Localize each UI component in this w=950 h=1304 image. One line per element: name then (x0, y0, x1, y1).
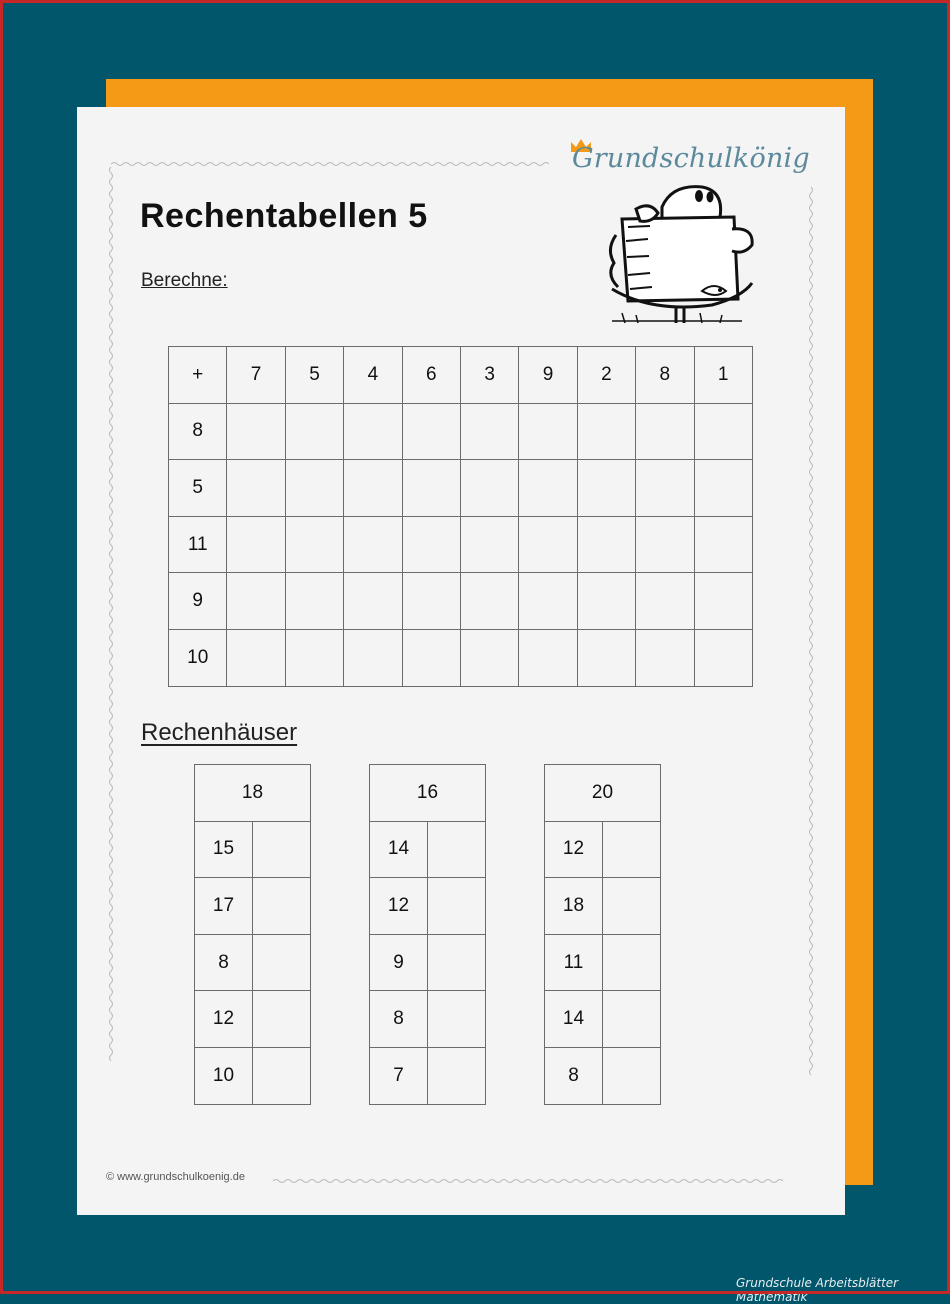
answer-cell[interactable] (460, 403, 518, 460)
house-value: 12 (370, 878, 428, 935)
answer-cell[interactable] (253, 878, 311, 935)
number-house (369, 764, 486, 1105)
section-title-rechenhaeuser: Rechenhäuser (141, 719, 298, 746)
answer-cell[interactable] (460, 573, 518, 630)
answer-cell[interactable] (519, 573, 577, 630)
answer-cell[interactable] (694, 573, 752, 630)
answer-cell[interactable] (344, 403, 402, 460)
answer-cell[interactable] (253, 821, 311, 878)
left-number-cell: 11 (169, 516, 227, 573)
top-number-cell: 7 (227, 347, 285, 404)
instruction-label: Berechne: (141, 270, 228, 291)
answer-cell[interactable] (636, 460, 694, 517)
answer-cell[interactable] (344, 460, 402, 517)
number-house (544, 764, 661, 1105)
answer-cell[interactable] (344, 629, 402, 686)
answer-cell[interactable] (636, 573, 694, 630)
answer-cell[interactable] (428, 1047, 486, 1104)
answer-cell[interactable] (428, 821, 486, 878)
top-number-cell: 6 (402, 347, 460, 404)
answer-cell[interactable] (227, 573, 285, 630)
answer-cell[interactable] (428, 934, 486, 991)
house-value: 14 (370, 821, 428, 878)
answer-cell[interactable] (519, 403, 577, 460)
answer-cell[interactable] (285, 460, 343, 517)
answer-cell[interactable] (285, 573, 343, 630)
house-value: 12 (545, 821, 603, 878)
answer-cell[interactable] (344, 573, 402, 630)
answer-cell[interactable] (227, 516, 285, 573)
table-row (169, 573, 753, 630)
answer-cell[interactable] (603, 991, 661, 1048)
house-value: 8 (370, 991, 428, 1048)
table-header-row (169, 347, 753, 404)
answer-cell[interactable] (694, 460, 752, 517)
answer-cell[interactable] (577, 460, 635, 517)
left-number-cell: 9 (169, 573, 227, 630)
answer-cell[interactable] (603, 1047, 661, 1104)
answer-cell[interactable] (577, 629, 635, 686)
answer-cell[interactable] (253, 1047, 311, 1104)
answer-cell[interactable] (285, 629, 343, 686)
top-number-cell: 3 (460, 347, 518, 404)
house-value: 8 (195, 934, 253, 991)
answer-cell[interactable] (519, 629, 577, 686)
answer-cell[interactable] (460, 629, 518, 686)
answer-cell[interactable] (694, 516, 752, 573)
top-number-cell: 4 (344, 347, 402, 404)
top-number-cell: 5 (285, 347, 343, 404)
answer-cell[interactable] (577, 573, 635, 630)
house-value: 17 (195, 878, 253, 935)
answer-cell[interactable] (519, 460, 577, 517)
left-number-cell: 5 (169, 460, 227, 517)
top-number-cell: 9 (519, 347, 577, 404)
answer-cell[interactable] (227, 460, 285, 517)
answer-cell[interactable] (460, 460, 518, 517)
house-value: 10 (195, 1047, 253, 1104)
watermark-caption: Grundschule Arbeitsblätter Mathematik (736, 1276, 899, 1304)
house-roof: 16 (370, 765, 486, 822)
left-number-cell: 10 (169, 629, 227, 686)
house-value: 9 (370, 934, 428, 991)
house-value: 7 (370, 1047, 428, 1104)
table-row (169, 516, 753, 573)
answer-cell[interactable] (402, 516, 460, 573)
house-value: 18 (545, 878, 603, 935)
answer-cell[interactable] (636, 403, 694, 460)
house-value: 11 (545, 934, 603, 991)
answer-cell[interactable] (577, 516, 635, 573)
answer-cell[interactable] (603, 934, 661, 991)
table-row (169, 403, 753, 460)
house-value: 12 (195, 991, 253, 1048)
answer-cell[interactable] (402, 460, 460, 517)
house-value: 15 (195, 821, 253, 878)
table-row (169, 460, 753, 517)
answer-cell[interactable] (428, 878, 486, 935)
operator-cell: + (169, 347, 227, 404)
answer-cell[interactable] (460, 516, 518, 573)
answer-cell[interactable] (577, 403, 635, 460)
top-number-cell: 8 (636, 347, 694, 404)
answer-cell[interactable] (402, 403, 460, 460)
top-number-cell: 2 (577, 347, 635, 404)
page-title: Rechentabellen 5 (140, 197, 428, 235)
answer-cell[interactable] (603, 878, 661, 935)
answer-cell[interactable] (253, 934, 311, 991)
answer-cell[interactable] (694, 403, 752, 460)
answer-cell[interactable] (636, 629, 694, 686)
addition-table (168, 346, 753, 687)
ghost-sign-illustration (592, 179, 762, 329)
footer-copyright[interactable]: © www.grundschulkoenig.de (106, 1171, 245, 1183)
answer-cell[interactable] (227, 403, 285, 460)
table-row (169, 629, 753, 686)
answer-cell[interactable] (227, 629, 285, 686)
house-value: 8 (545, 1047, 603, 1104)
answer-cell[interactable] (285, 516, 343, 573)
answer-cell[interactable] (636, 516, 694, 573)
answer-cell[interactable] (519, 516, 577, 573)
left-number-cell: 8 (169, 403, 227, 460)
top-number-cell: 1 (694, 347, 752, 404)
house-value: 14 (545, 991, 603, 1048)
answer-cell[interactable] (285, 403, 343, 460)
worksheet-page (77, 107, 845, 1215)
answer-cell[interactable] (402, 573, 460, 630)
house-roof: 18 (195, 765, 311, 822)
answer-cell[interactable] (428, 991, 486, 1048)
answer-cell[interactable] (253, 991, 311, 1048)
answer-cell[interactable] (603, 821, 661, 878)
answer-cell[interactable] (344, 516, 402, 573)
answer-cell[interactable] (402, 629, 460, 686)
brand-logo[interactable]: Grundschulkönig (572, 143, 810, 174)
house-roof: 20 (545, 765, 661, 822)
answer-cell[interactable] (694, 629, 752, 686)
number-house (194, 764, 311, 1105)
